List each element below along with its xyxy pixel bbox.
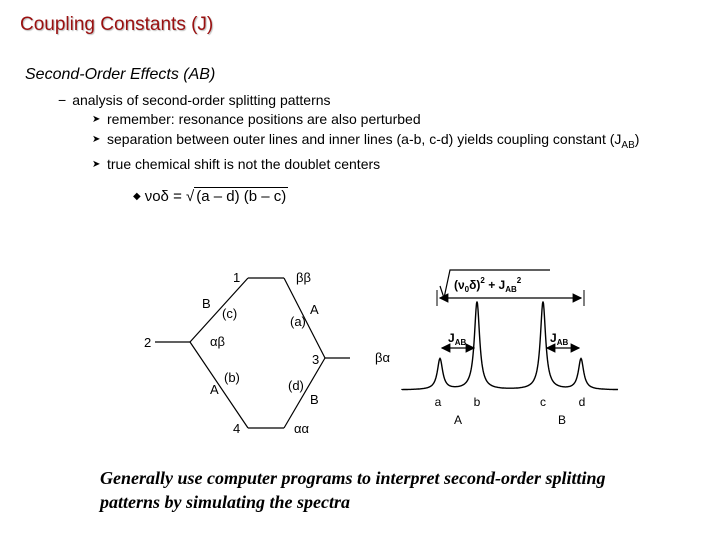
top-formula-j-sup: 2 — [516, 276, 522, 285]
transition-nucleus-b: A — [210, 382, 219, 397]
bullet-list — [90, 110, 650, 174]
transition-nucleus-a: A — [310, 302, 319, 317]
level-state-1: ββ — [296, 270, 311, 285]
level-number-3: 3 — [312, 352, 320, 367]
top-formula — [440, 270, 550, 298]
bullet-text-end: ) — [634, 130, 640, 147]
sqrt-symbol: √ — [186, 188, 195, 205]
transition-c — [190, 278, 248, 342]
slide-title: Coupling Constants (J) — [20, 14, 214, 35]
top-formula-j-sub: AB — [505, 285, 517, 294]
level-number-2: 2 — [144, 335, 152, 350]
formula-line — [133, 188, 288, 205]
level-number-4: 4 — [233, 421, 241, 436]
diamond-bullet-icon: ◆ — [133, 191, 141, 202]
conclusion-text: Generally use computer programs to interpret second-order splitting patterns by simulating the spectra — [100, 468, 606, 512]
transition-label-a: (a) — [290, 314, 306, 329]
bullet-text: remember: resonance positions are also perturbed — [107, 111, 421, 127]
level-state-3: βα — [375, 350, 390, 365]
transition-label-b: (b) — [224, 370, 240, 385]
svg-text:(ν0δ)2 + JAB2 — [454, 276, 522, 294]
slide-subtitle: Second-Order Effects (AB) — [25, 66, 216, 83]
bullet-text: true chemical shift is not the doublet centers — [107, 155, 381, 172]
peak-label-b: b — [473, 395, 481, 409]
group-label-a: A — [453, 413, 463, 427]
dash-bullet: − — [58, 92, 67, 108]
level1-text: analysis of second-order splitting patterns — [72, 92, 331, 108]
arrow-bullet-icon: ➤ — [92, 158, 101, 170]
transition-label-d: (d) — [288, 378, 304, 393]
top-formula-root: (ν — [454, 278, 465, 292]
peak-label-c: c — [540, 395, 546, 409]
transition-nucleus-d: B — [310, 392, 319, 407]
transition-b — [190, 342, 248, 428]
j-right-label: $J_{AB}$ — [550, 331, 569, 347]
arrow-bullet-icon: ➤ — [92, 114, 101, 125]
energy-level-diagram — [130, 262, 350, 442]
arrow-bullet-icon: ➤ — [92, 133, 101, 145]
bullet-text: separation between outer lines and inner lines (a-b, c-d) yields coupling constant (J — [107, 130, 622, 147]
level-state-4: αα — [294, 421, 310, 436]
peak-label-a: a — [434, 395, 442, 409]
top-formula-plus: + J — [484, 278, 506, 292]
transition-nucleus-c: B — [202, 296, 211, 311]
top-formula-sup: 2 — [480, 276, 485, 285]
list-item — [90, 110, 650, 130]
peak-label-d: d — [578, 395, 586, 409]
spectrum-trace — [402, 302, 618, 391]
spectrum-plot — [400, 262, 620, 432]
bullet-subscript: AB — [621, 139, 635, 151]
level-number-1: 1 — [233, 270, 241, 285]
list-item — [90, 130, 650, 155]
top-formula-root-sub: 0 — [464, 285, 470, 294]
transition-d — [284, 358, 325, 428]
formula-rhs: (a – d) (b – c) — [196, 188, 287, 205]
transition-label-c: (c) — [222, 306, 238, 321]
formula-lhs: νoδ = — [144, 188, 182, 205]
level1-item — [58, 92, 331, 108]
level-state-2: αβ — [210, 334, 225, 349]
list-item — [90, 155, 650, 175]
top-formula-mid: δ) — [469, 278, 481, 292]
j-left-label: $J_{AB}$ — [448, 331, 467, 347]
group-label-b: B — [557, 413, 567, 427]
